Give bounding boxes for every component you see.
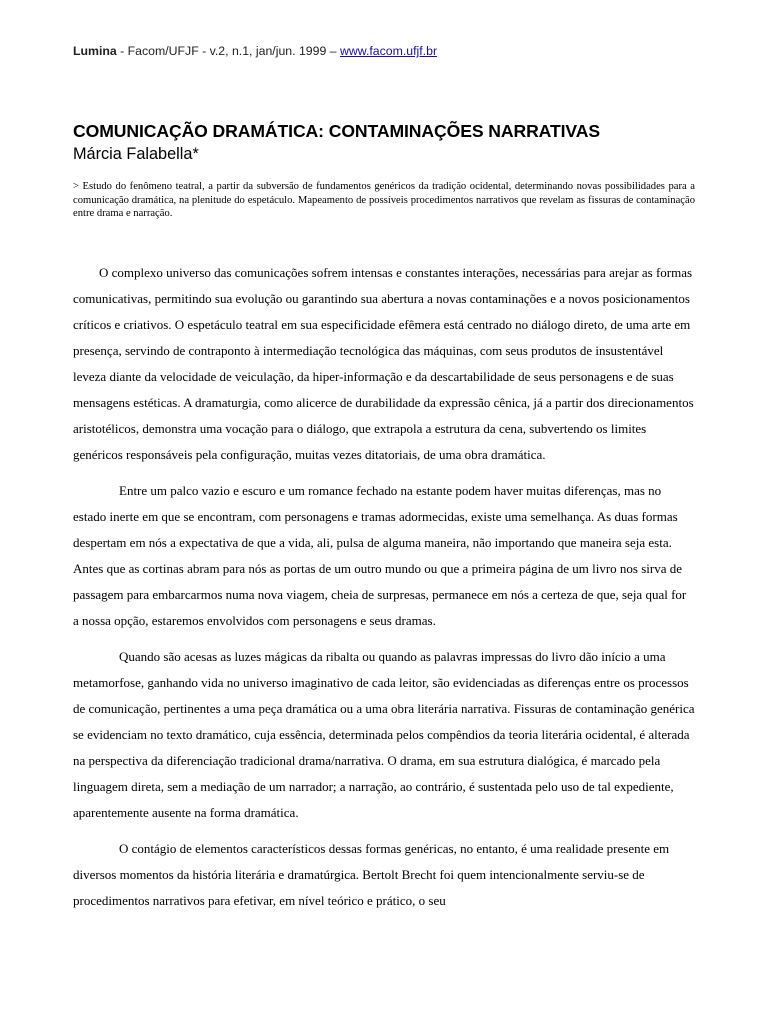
body-paragraph-1: O complexo universo das comunicações sofrem intensas e constantes interações, necessárias para arejar as formas comunicativas, permitindo sua evolução ou garantindo sua abertura a novas contaminações e a novos posicionamentos críticos e criativos. O espetáculo teatral em sua especificidade efêmera está centrado no diálogo direto, de uma arte em presença, servindo de contraponto à intermediação tecnológica das máquinas, com seus produtos de insustentável leveza diante da velocidade de veiculação, da hiper-informação e da descartabilidade de seus personagens e de suas mensagens estéticas. A dramaturgia, como alicerce de durabilidade da expressão cênica, já a partir dos direcionamentos aristotélicos, demonstra uma vocação para o diálogo, que extrapola a estrutura da cena, subvertendo os limites genéricos responsáveis pela configuração, muitas vezes ditatoriais, de uma obra dramática. bbox=[73, 265, 694, 462]
journal-header bbox=[73, 44, 437, 58]
body-paragraph-4: O contágio de elementos característicos dessas formas genéricas, no entanto, é uma realidade presente em diversos momentos da história literária e dramatúrgica. Bertolt Brecht foi quem intencionalmente serviu-se de procedimentos narrativos para efetivar, em nível teórico e prático, o seu bbox=[73, 841, 670, 908]
article-body bbox=[73, 260, 695, 924]
journal-name: Lumina bbox=[73, 44, 117, 58]
body-paragraph-3: Quando são acesas as luzes mágicas da ribalta ou quando as palavras impressas do livro dão início a uma metamorfose, ganhando vida no universo imaginativo de cada leitor, são evidenciadas as diferenças entre os processos de comunicação, pertinentes a uma peça dramática ou a uma obra literária narrativa. Fissuras de contaminação genérica se evidenciam no texto dramático, cuja essência, determinada pelos compêndios da teoria literária ocidental, é alterada na perspectiva da diferenciação tradicional drama/narrativa. O drama, em sua estrutura dialógica, é marcado pela linguagem direta, sem a mediação de um narrador; a narração, ao contrário, é sustentada pelo uso de tal expediente, aparentemente ausente na forma dramática. bbox=[73, 649, 695, 820]
article-author: Márcia Falabella* bbox=[73, 145, 199, 163]
body-paragraph-2: Entre um palco vazio e escuro e um romance fechado na estante podem haver muitas diferenças, mas no estado inerte em que se encontram, com personagens e tramas adormecidas, existe uma semelhança. As duas formas despertam em nós a expectativa de que a vida, ali, pulsa de alguma maneira, não importando que maneira seja esta. Antes que as cortinas abram para nós as portas de um outro mundo ou que a primeira página de um livro nos sirva de passagem para embarcarmos numa nova viagem, cheia de surpresas, permanece em nós a certeza de que, seja qual for a nossa opção, estaremos envolvidos com personagens e seus dramas. bbox=[73, 483, 687, 628]
article-abstract: > Estudo do fenômeno teatral, a partir da subversão de fundamentos genéricos da tradição ocidental, determinando novas possibilidades para a comunicação dramática, na plenitude do espetáculo. Mapeamento de possíveis procedimentos narrativos que revelam as fissuras de contaminação entre drama e narração. bbox=[73, 181, 695, 219]
journal-website-link[interactable]: www.facom.ufjf.br bbox=[340, 44, 438, 58]
article-title: COMUNICAÇÃO DRAMÁTICA: CONTAMINAÇÕES NARRATIVAS bbox=[73, 121, 600, 141]
journal-citation: - Facom/UFJF - v.2, n.1, jan/jun. 1999 – bbox=[116, 44, 340, 58]
